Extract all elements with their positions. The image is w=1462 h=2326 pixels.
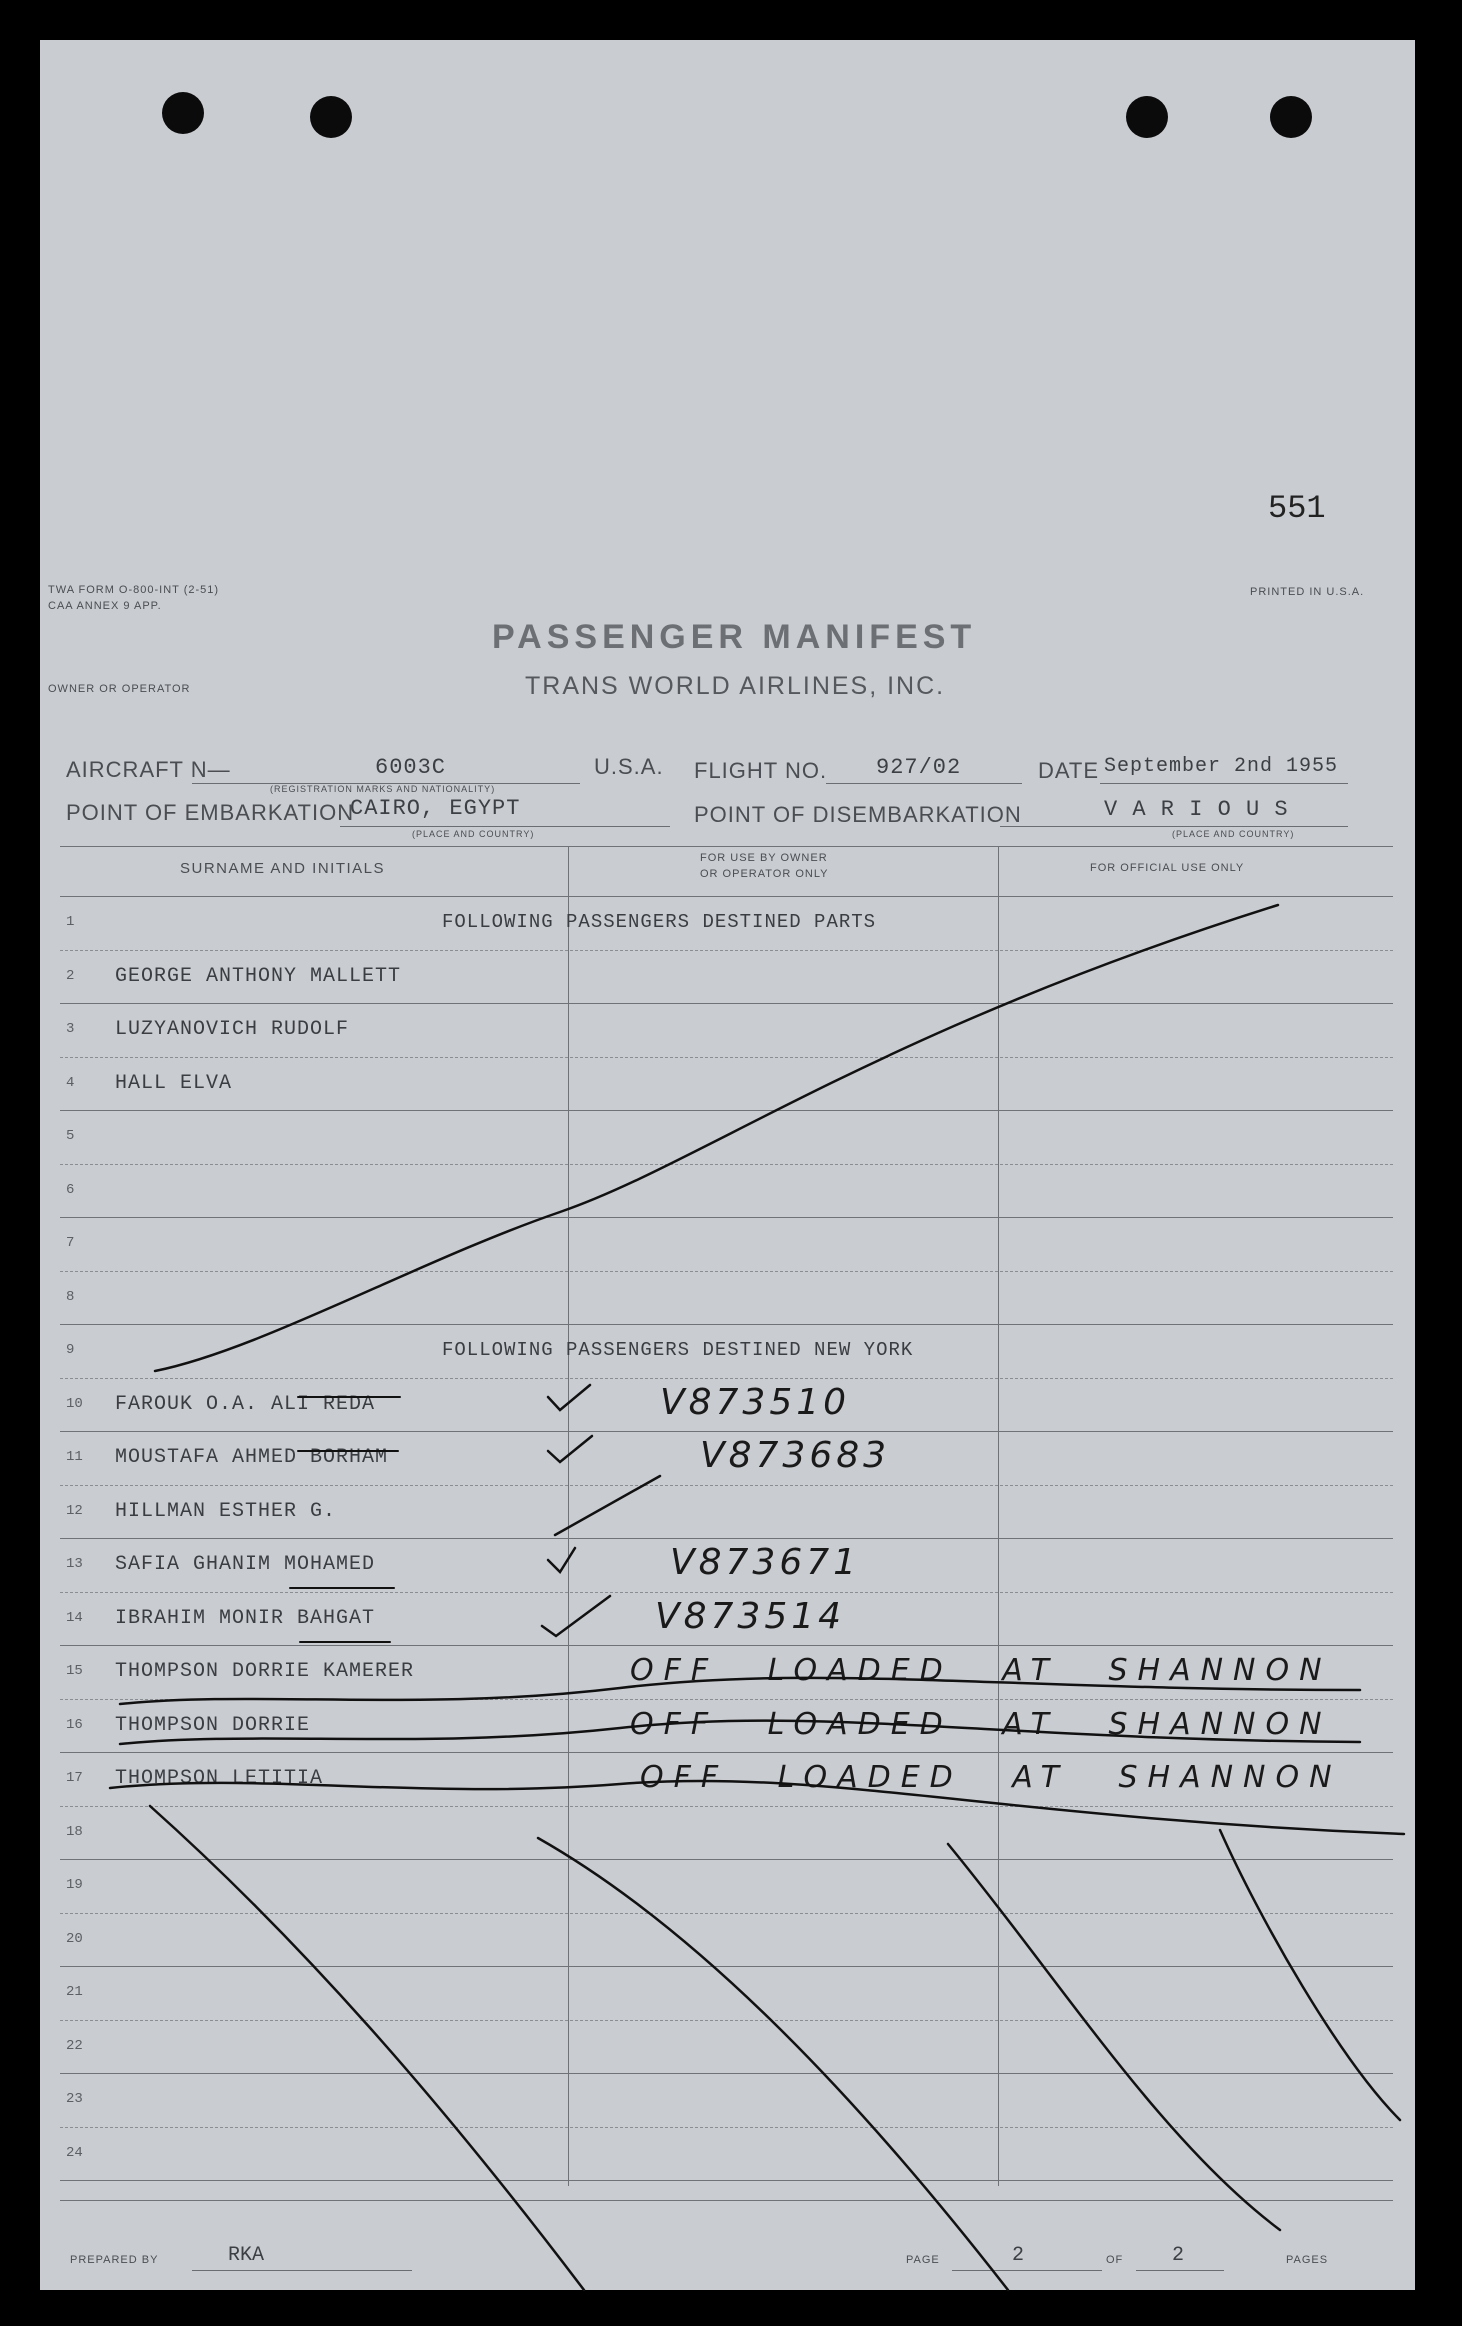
check-mark	[548, 1548, 575, 1572]
row-number: 21	[66, 1984, 83, 2000]
row-number: 12	[66, 1502, 83, 1519]
prepared-by: RKA	[228, 2244, 265, 2267]
usa-label: U.S.A.	[594, 754, 664, 779]
prepared-label: PREPARED BY	[70, 2254, 159, 2266]
section-heading: FOLLOWING PASSENGERS DESTINED PARTS	[442, 911, 877, 933]
wavy-strike	[120, 1721, 1360, 1744]
column-official: FOR OFFICIAL USE ONLY	[1090, 862, 1245, 874]
row-number: 1	[66, 914, 75, 930]
ticket-number-note: V873514	[655, 1595, 846, 1637]
offload-note: OFF LOADED AT SHANNON	[630, 1653, 1332, 1688]
row-number: 15	[66, 1663, 83, 1679]
row-number: 20	[66, 1930, 83, 1947]
flight-label: FLIGHT NO.	[694, 758, 828, 783]
passenger-name: THOMPSON LETITIA	[115, 1767, 324, 1790]
diagonal-cancel	[538, 1838, 1008, 2290]
page-label: PAGE	[906, 2254, 940, 2266]
row-number: 9	[66, 1342, 75, 1358]
disembarkation-place: V A R I O U S	[1104, 797, 1289, 822]
passenger-name: THOMPSON DORRIE KAMERER	[115, 1660, 415, 1683]
row-number: 24	[66, 2144, 83, 2161]
offload-note: OFF LOADED AT SHANNON	[630, 1706, 1332, 1742]
check-mark	[548, 1436, 592, 1462]
page-stamp-number: 551	[1268, 490, 1326, 527]
row-number: 19	[66, 1877, 83, 1893]
passenger-name: THOMPSON DORRIE	[115, 1713, 311, 1737]
column-owner-1: FOR USE BY OWNER	[700, 852, 828, 864]
diagonal-cancel	[150, 1806, 584, 2290]
ticket-number-note: V873671	[670, 1542, 861, 1583]
row-number: 5	[66, 1128, 75, 1144]
row-number: 3	[66, 1021, 75, 1037]
check-mark	[542, 1596, 610, 1636]
flight-date: September 2nd 1955	[1104, 755, 1339, 778]
row-number: 6	[66, 1181, 75, 1198]
passenger-name: GEORGE ANTHONY MALLETT	[115, 964, 402, 988]
row-number: 7	[66, 1235, 75, 1251]
flight-number: 927/02	[876, 755, 962, 780]
passenger-name: HILLMAN ESTHER G.	[115, 1499, 337, 1523]
wavy-strike	[120, 1678, 1360, 1704]
column-owner-2: OR OPERATOR ONLY	[700, 868, 829, 880]
form-title: PASSENGER MANIFEST	[492, 618, 977, 656]
diagonal-cancel	[1220, 1830, 1400, 2120]
disembark-caption: (PLACE AND COUNTRY)	[1172, 829, 1295, 839]
column-surname: SURNAME AND INITIALS	[180, 860, 386, 877]
passenger-name: IBRAHIM MONIR BAHGAT	[115, 1606, 376, 1630]
check-mark	[555, 1476, 660, 1535]
section-heading: FOLLOWING PASSENGERS DESTINED NEW YORK	[442, 1339, 914, 1361]
form-number: TWA FORM O-800-INT (2-51)	[48, 584, 220, 596]
aircraft-number: 6003C	[375, 755, 447, 780]
offload-note: OFF LOADED AT SHANNON	[640, 1760, 1342, 1795]
ticket-number-note: V873510	[660, 1381, 851, 1423]
printed-in: PRINTED IN U.S.A.	[1250, 586, 1365, 598]
page-number: 2	[1012, 2244, 1025, 2267]
page-total: 2	[1172, 2244, 1185, 2267]
operator-name: TRANS WORLD AIRLINES, INC.	[525, 672, 946, 700]
passenger-name: LUZYANOVICH RUDOLF	[115, 1018, 350, 1041]
embarkation-label: POINT OF EMBARKATION	[66, 800, 355, 825]
row-number: 22	[66, 2037, 83, 2054]
date-label: DATE	[1038, 758, 1100, 783]
strike-through-line	[155, 905, 1278, 1371]
row-number: 18	[66, 1823, 83, 1840]
form-annex: CAA ANNEX 9 APP.	[48, 600, 162, 612]
embark-caption: (PLACE AND COUNTRY)	[412, 829, 535, 839]
disembarkation-label: POINT OF DISEMBARKATION	[694, 802, 1022, 827]
operator-label: OWNER OR OPERATOR	[48, 683, 191, 695]
row-number: 16	[66, 1716, 83, 1733]
embarkation-place: CAIRO, EGYPT	[350, 796, 521, 821]
registration-caption: (REGISTRATION MARKS AND NATIONALITY)	[270, 784, 496, 794]
wavy-strike	[110, 1781, 1404, 1834]
row-number: 17	[66, 1770, 83, 1786]
row-number: 8	[66, 1288, 75, 1305]
row-number: 4	[66, 1074, 75, 1091]
aircraft-label: AIRCRAFT N—	[66, 757, 231, 782]
passenger-name: MOUSTAFA AHMED BORHAM	[115, 1446, 389, 1469]
check-mark	[548, 1385, 590, 1410]
pages-label: PAGES	[1286, 2254, 1329, 2266]
passenger-name: FAROUK O.A. ALI REDA	[115, 1392, 376, 1416]
passenger-name: SAFIA GHANIM MOHAMED	[115, 1553, 376, 1576]
row-number: 14	[66, 1609, 83, 1626]
row-number: 23	[66, 2091, 83, 2107]
ticket-number-note: V873683	[700, 1435, 891, 1476]
of-label: OF	[1106, 2254, 1124, 2266]
passenger-name: HALL ELVA	[115, 1071, 233, 1095]
row-number: 10	[66, 1395, 83, 1412]
row-number: 13	[66, 1556, 83, 1572]
row-number: 2	[66, 967, 75, 984]
row-number: 11	[66, 1449, 83, 1465]
diagonal-cancel	[948, 1844, 1280, 2230]
